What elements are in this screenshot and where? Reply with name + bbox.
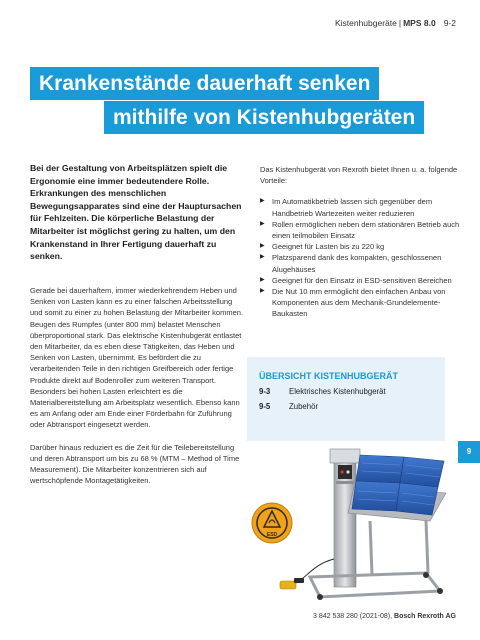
overview-page-number: 9-3 (259, 387, 271, 396)
overview-box (247, 357, 445, 441)
advantages-list (260, 196, 460, 319)
list-item: ▶ Im Automatikbetrieb lassen sich gegenüber dem Handbetrieb Wartezeiten weiter reduzieren (260, 196, 460, 218)
crate-lifter-product-image (250, 447, 455, 602)
header-section: Kistenhubgeräte (334, 18, 397, 28)
overview-label: Zubehör (289, 402, 319, 411)
body-paragraph-1: Gerade bei dauerhaftem, immer wiederkehrendem Heben und Senken von Lasten kann es zu einer falschen Arbeitsstellung und somit zu einer zu hohen Belastung der Mitarbeiter kommen. Beugen des Rumpfes (unter 800 mm) belastet Menschen überproportional stark. Das elektrische Kistenhubgerät entlastet den Mitarbeiter, da es eben diese Tätigkeiten, das Heben und Senken von Lasten, übernimmt. Es befördert die zu verarbeitenden Teile in den richtigen Greifbereich oder fertige Produkte direkt auf Bodenroller zum weiteren Transport. Besonders bei hohen Lasten erleichtert es die Materialbereitstellung am Arbeitsplatz wesentlich. Ebenso kann es am Anfang oder am Ende einer Förderbahn für Zuführung oder Abtransport eingesetzt werden. (30, 286, 244, 430)
list-item: ▶ Geeignet für den Einsatz in ESD-sensitiven Bereichen (260, 275, 460, 286)
header-separator: | (398, 18, 402, 28)
body-text-left (30, 285, 244, 497)
esd-label: ESD (266, 532, 278, 538)
running-head (335, 18, 456, 28)
advantages-column (260, 164, 460, 320)
page-title-line-2: mithilfe von Kistenhubgeräten (104, 101, 424, 134)
hand-pendant (280, 559, 334, 589)
blue-crates (352, 455, 444, 515)
chapter-tab[interactable]: 9 (458, 441, 480, 463)
lead-paragraph: Bei der Gestaltung von Arbeitsplätzen spielt die Ergonomie eine immer bedeutendere Rolle. Erkrankungen des menschlichen Bewegungsapparates sind eine der Hauptursachen für Fehlzeiten. Die körperliche Belastung der Mitarbeiter ist möglichst gering zu halten, um den Krankenstand in Ihrer Fertigung dauerhaft zu senken. (30, 163, 242, 262)
esd-badge (252, 503, 292, 543)
overview-page-number: 9-5 (259, 402, 271, 411)
advantages-intro: Das Kistenhubgerät von Rexroth bietet Ihnen u. a. folgende Vorteile: (260, 165, 458, 186)
overview-link-accessories[interactable] (259, 402, 433, 411)
page-number: 9-2 (443, 18, 456, 28)
page-footer (313, 613, 456, 620)
header-product: MPS 8.0 (403, 18, 436, 28)
body-paragraph-2: Darüber hinaus reduziert es die Zeit für die Teilebereitstellung und deren Abtransport um bis zu 68 % (MTM – Method of Time Measurement). Die Mitarbeiter konzentrieren sich auf wertschöpfende Montagetätigkeiten. (30, 442, 240, 486)
footer-company: Bosch Rexroth AG (394, 613, 456, 620)
footer-document-number: 3 842 538 280 (2021-08), (313, 613, 393, 620)
list-item: ▶ Die Nut 10 mm ermöglicht den einfachen Anbau von Komponenten aus dem Mechanik-Grundelemente-Baukasten (260, 286, 460, 320)
overview-label: Elektrisches Kistenhubgerät (289, 387, 386, 396)
list-item: ▶ Rollen ermöglichen neben dem stationären Betrieb auch einen teilmobilen Einsatz (260, 219, 460, 241)
overview-link-electric-lifter[interactable] (259, 387, 433, 396)
page-title-line-1: Krankenstände dauerhaft senken (30, 67, 379, 100)
list-item: ▶ Platzsparend dank des kompakten, geschlossenen Alugehäuses (260, 252, 460, 274)
control-box (338, 465, 352, 479)
list-item: ▶ Geeignet für Lasten bis zu 220 kg (260, 241, 460, 252)
overview-title: ÜBERSICHT KISTENHUBGERÄT (259, 371, 399, 381)
